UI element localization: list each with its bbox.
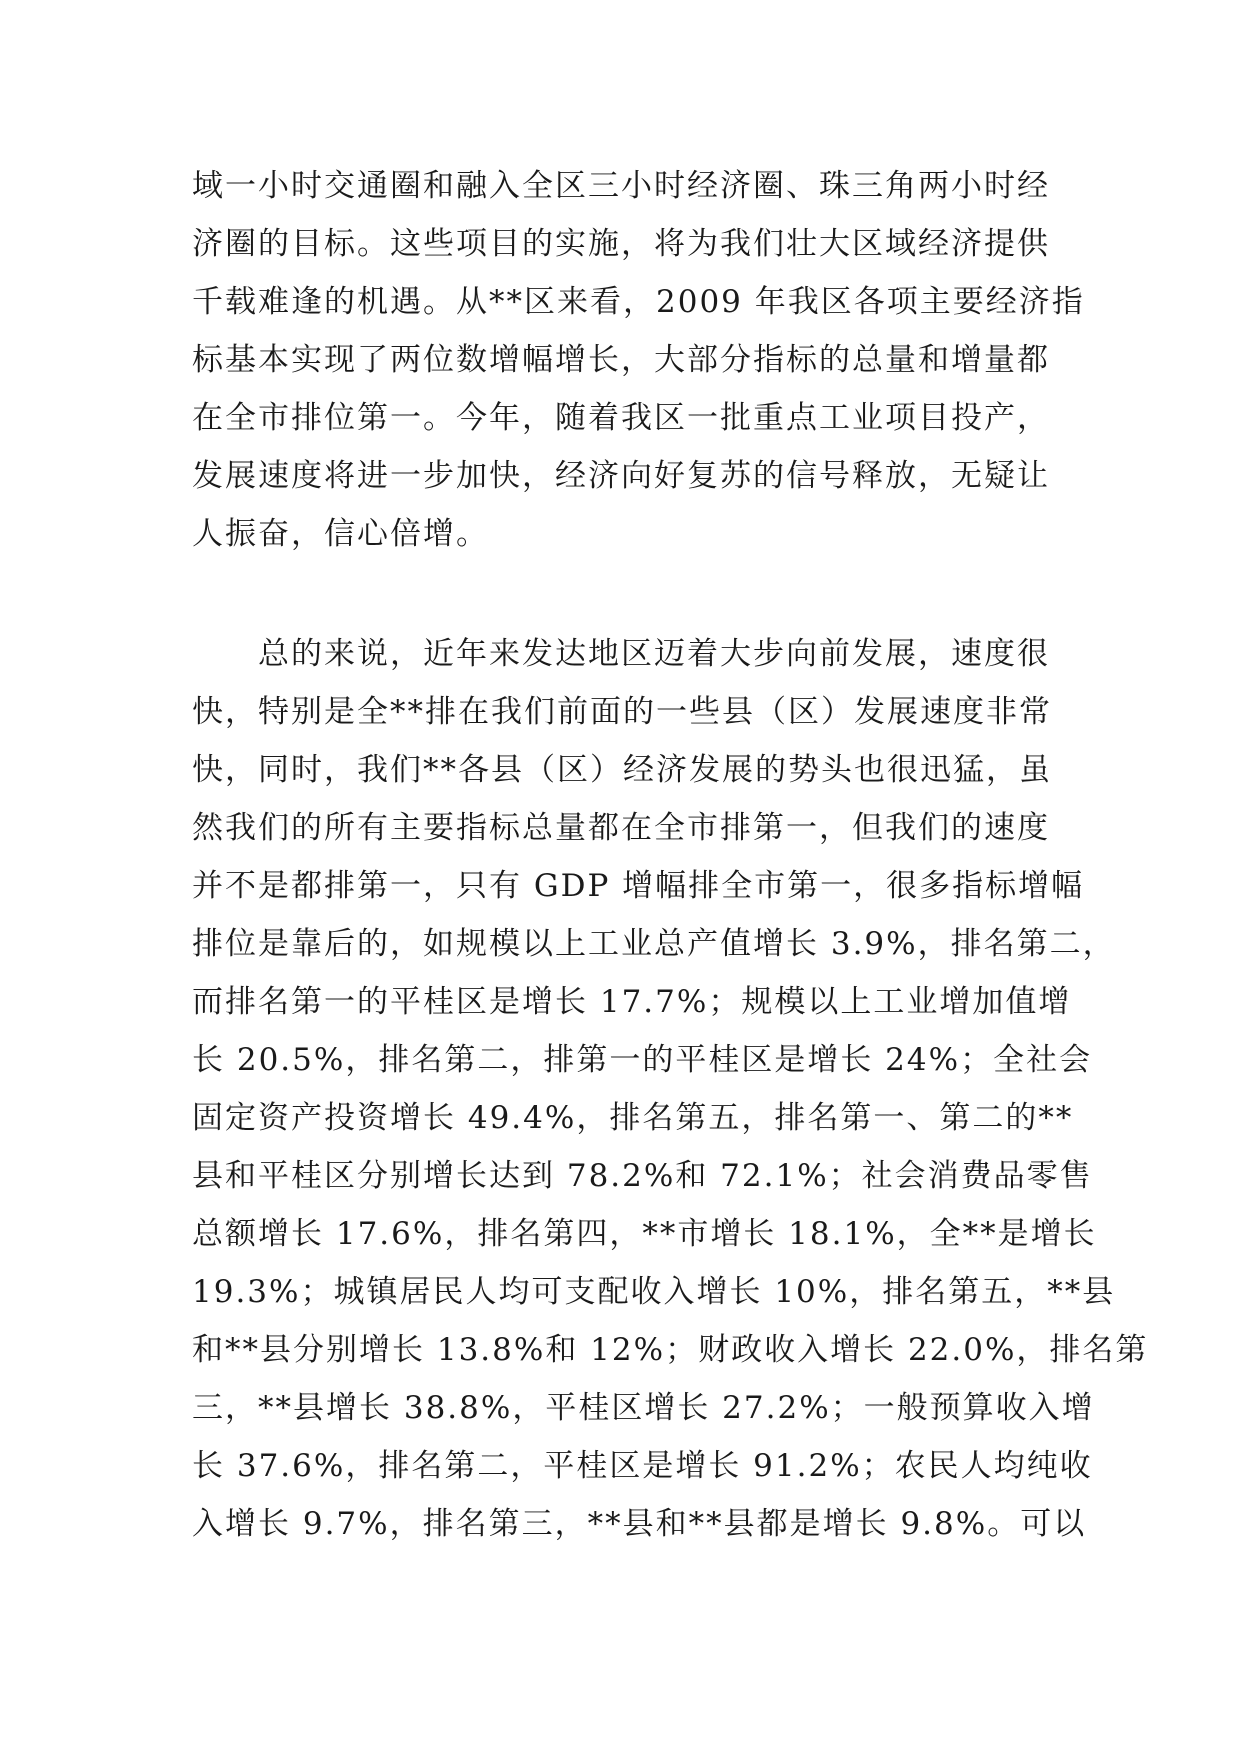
text-line: 固定资产投资增长 49.4%，排名第五，排名第一、第二的**: [192, 1100, 1074, 1136]
text-line: 长 20.5%，排名第二，排第一的平桂区是增长 24%；全社会: [192, 1042, 1093, 1078]
text-line: 三，**县增长 38.8%，平桂区增长 27.2%；一般预算收入增: [192, 1390, 1095, 1426]
text-line: 19.3%；城镇居民人均可支配收入增长 10%，排名第五，**县: [192, 1274, 1116, 1310]
text-line: 排位是靠后的，如规模以上工业总产值增长 3.9%，排名第二，: [192, 926, 1116, 962]
text-line: 然我们的所有主要指标总量都在全市排第一，但我们的速度: [192, 810, 1050, 846]
paragraph-2: [192, 625, 1149, 1553]
text-line: 总额增长 17.6%，排名第四，**市增长 18.1%，全**是增长: [192, 1216, 1097, 1252]
text-line: 总的来说，近年来发达地区迈着大步向前发展，速度很: [192, 636, 1050, 672]
text-line: 发展速度将进一步加快，经济向好复苏的信号释放，无疑让: [192, 458, 1050, 494]
text-line: 在全市排位第一。今年，随着我区一批重点工业项目投产，: [192, 400, 1050, 436]
text-line: 千载难逢的机遇。从**区来看，2009 年我区各项主要经济指: [192, 284, 1085, 320]
text-line: 而排名第一的平桂区是增长 17.7%；规模以上工业增加值增: [192, 984, 1072, 1020]
text-line: 和**县分别增长 13.8%和 12%；财政收入增长 22.0%，排名第: [192, 1332, 1149, 1368]
paragraph-1: [192, 157, 1085, 563]
text-line: 快，同时，我们**各县（区）经济发展的势头也很迅猛，虽: [192, 752, 1052, 788]
text-line: 入增长 9.7%，排名第三，**县和**县都是增长 9.8%。可以: [192, 1506, 1087, 1542]
text-line: 域一小时交通圈和融入全区三小时经济圈、珠三角两小时经: [192, 168, 1050, 204]
text-line: 人振奋，信心倍增。: [192, 516, 489, 552]
text-line: 标基本实现了两位数增幅增长，大部分指标的总量和增量都: [192, 342, 1050, 378]
text-line: 济圈的目标。这些项目的实施，将为我们壮大区域经济提供: [192, 226, 1050, 262]
text-line: 快，特别是全**排在我们前面的一些县（区）发展速度非常: [192, 694, 1052, 730]
text-line: 并不是都排第一，只有 GDP 增幅排全市第一，很多指标增幅: [192, 868, 1085, 904]
text-line: 县和平桂区分别增长达到 78.2%和 72.1%；社会消费品零售: [192, 1158, 1093, 1194]
text-line: 长 37.6%，排名第二，平桂区是增长 91.2%；农民人均纯收: [192, 1448, 1093, 1484]
